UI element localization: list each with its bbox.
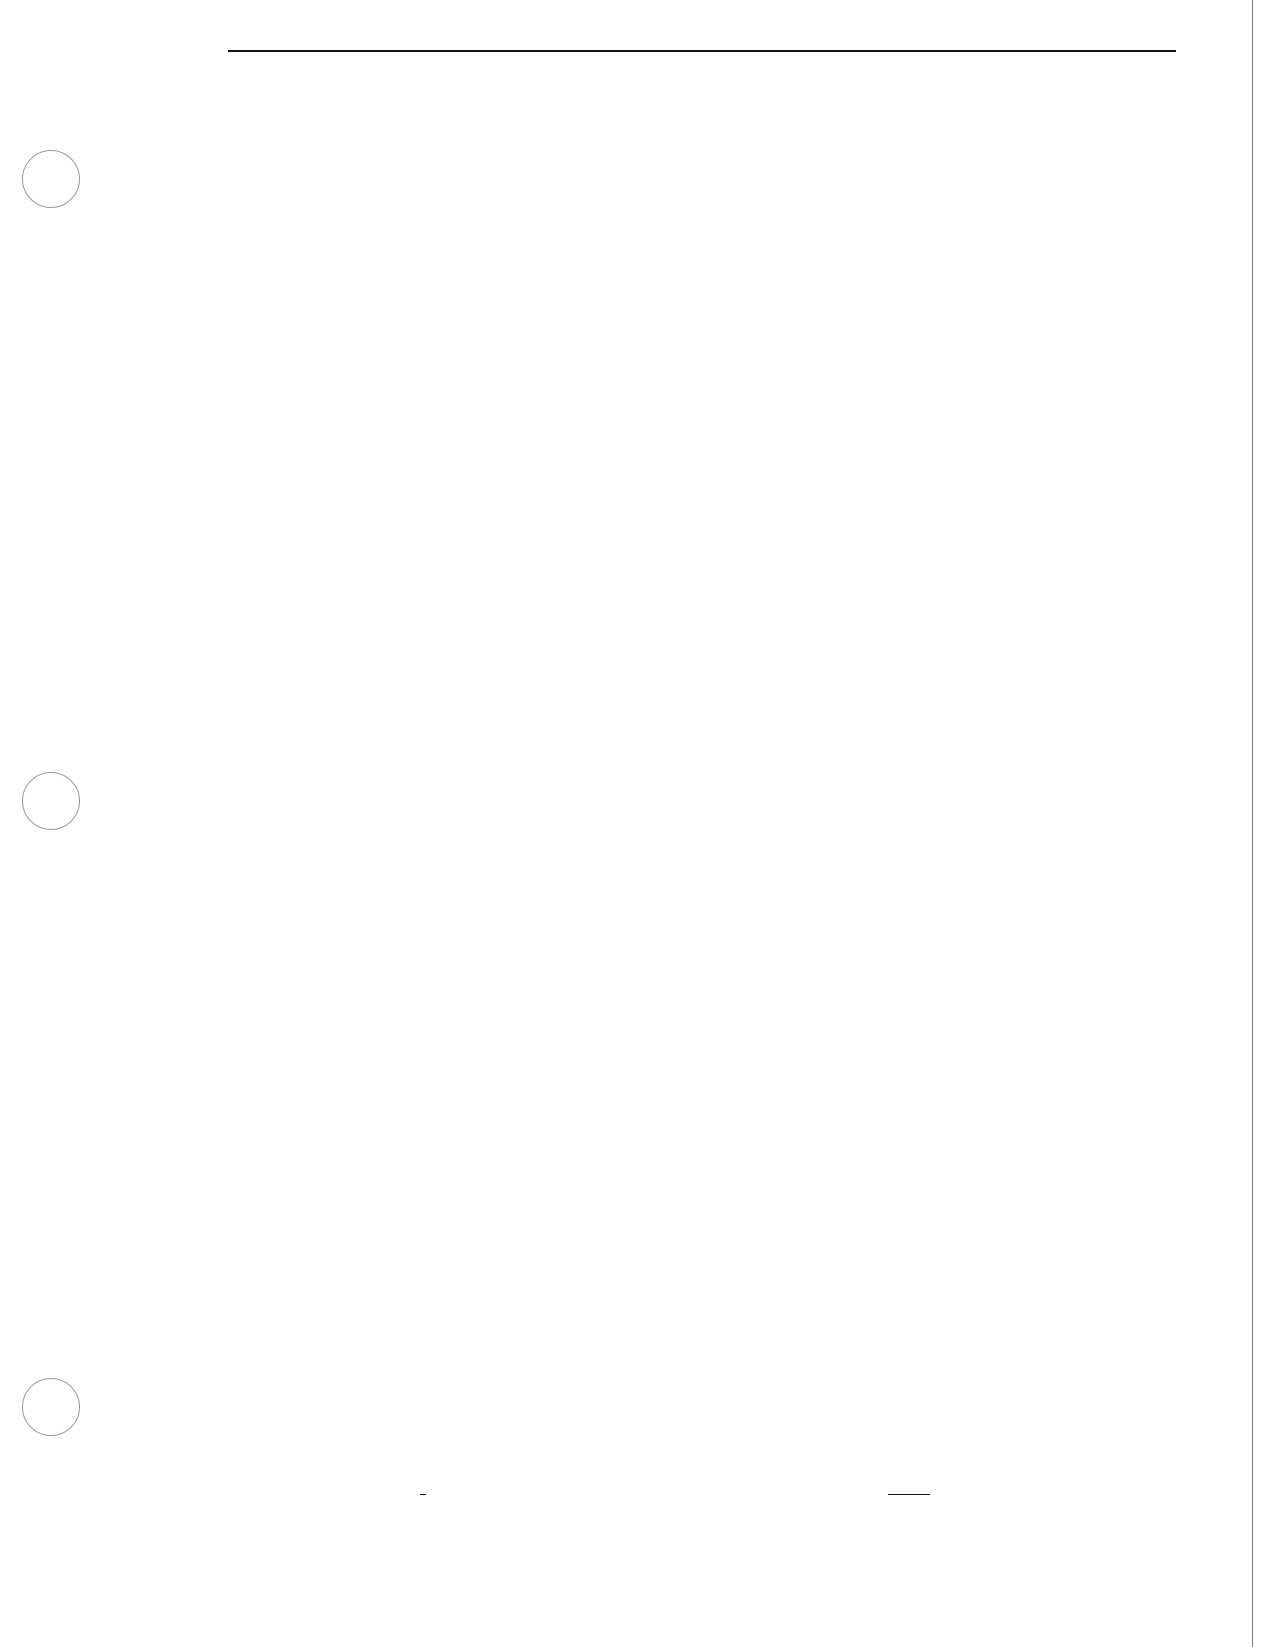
- group-0854-heading-cont: [213, 90, 1185, 111]
- footer-rule-left: [420, 1494, 426, 1495]
- binder-hole-top: [22, 150, 80, 208]
- header-rule: [228, 50, 1176, 52]
- group-0858-heading: [213, 119, 1185, 140]
- group-0854-heading: [213, 69, 1185, 90]
- binder-hole-middle: [22, 772, 80, 830]
- page-edge-rule: [1252, 0, 1253, 1647]
- binder-hole-bottom: [22, 1378, 80, 1436]
- parts-listing: [213, 59, 1185, 169]
- footer-rule-right: [888, 1494, 930, 1495]
- group-0859-heading: [213, 148, 1185, 169]
